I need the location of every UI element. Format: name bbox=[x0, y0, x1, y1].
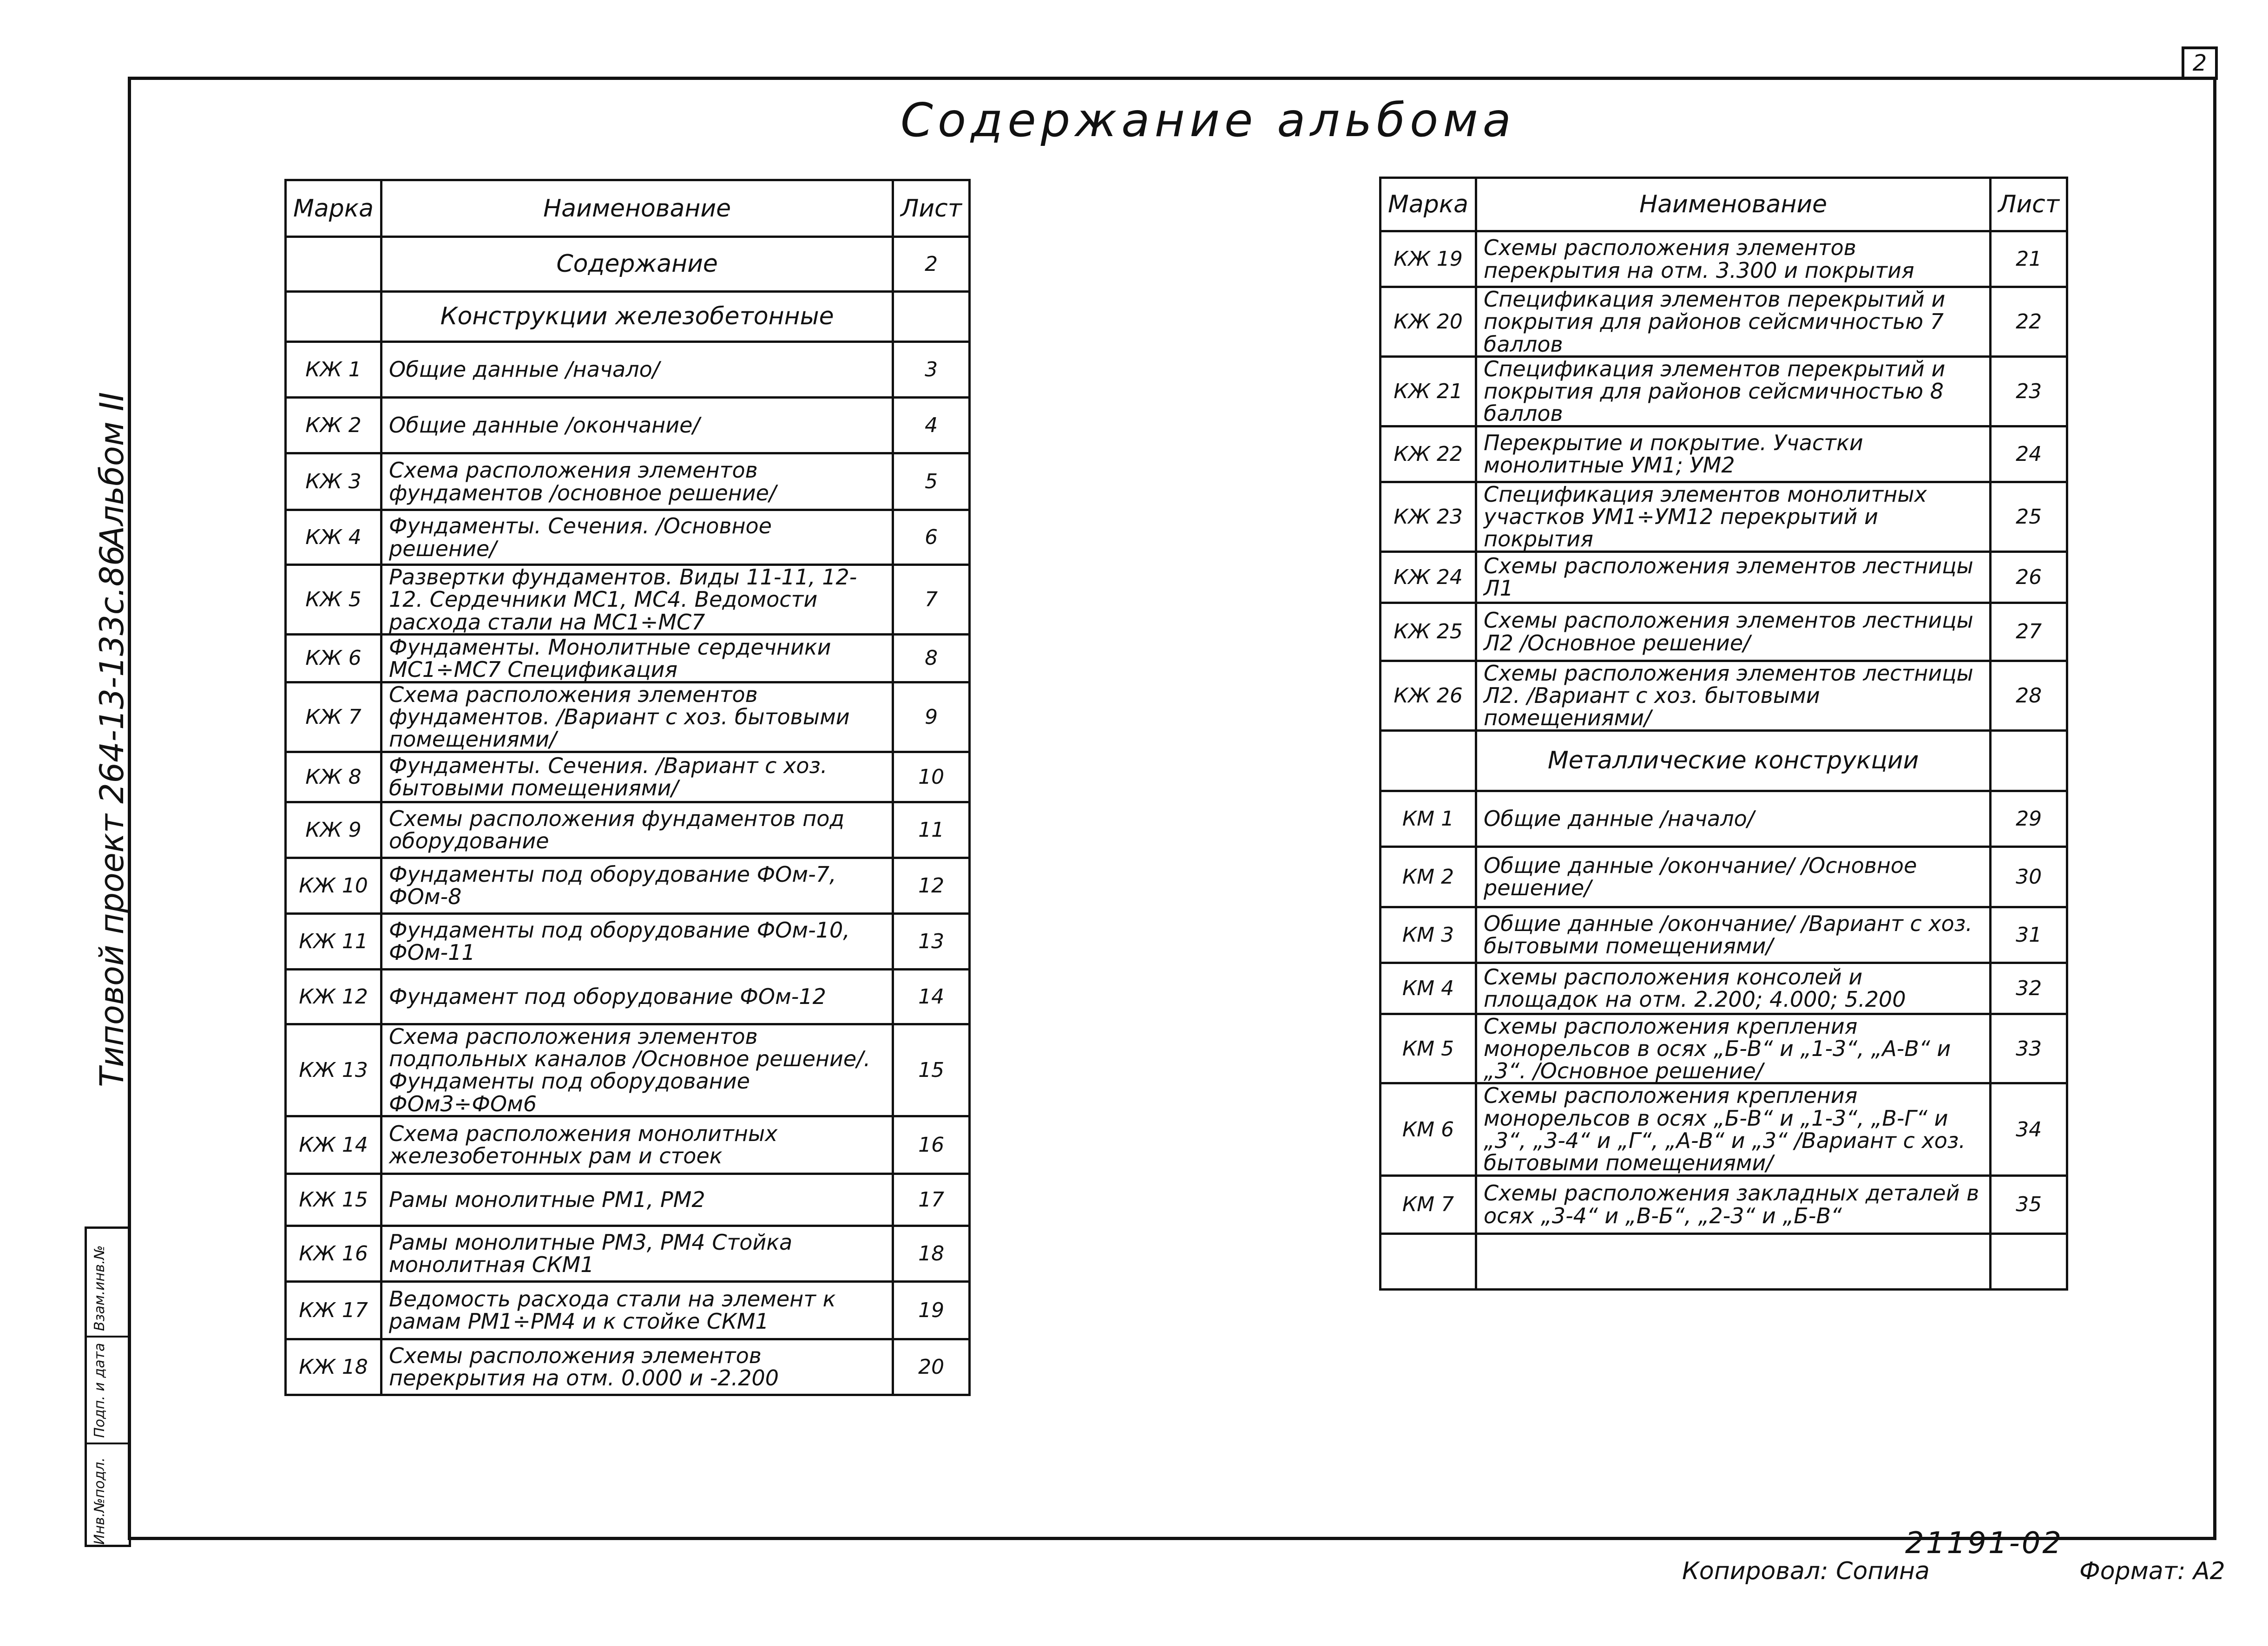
row-name bbox=[1476, 1233, 1991, 1289]
table-row bbox=[286, 1024, 970, 1116]
row-mark bbox=[286, 292, 381, 342]
row-name: Фундаменты. Сечения. /Вариант с хоз. бытовыми помещениями/ bbox=[381, 752, 893, 802]
row-mark: КМ 2 bbox=[1381, 846, 1476, 907]
row-sheet: 26 bbox=[1991, 551, 2067, 603]
row-name: Общие данные /окончание/ /Основное решение/ bbox=[1476, 846, 1991, 907]
table-row bbox=[286, 802, 970, 858]
sheet-format: Формат: А2 bbox=[2079, 1557, 2225, 1585]
row-mark: КМ 5 bbox=[1381, 1014, 1476, 1083]
row-name: Развертки фундаментов. Виды 11-11, 12-12. Сердечники МС1, МС4. Ведомости расхода стали на МС1÷МС7 bbox=[381, 565, 893, 635]
row-mark: КМ 4 bbox=[1381, 963, 1476, 1014]
row-mark: КЖ 12 bbox=[286, 969, 381, 1024]
section-row bbox=[286, 292, 970, 342]
row-name: Фундаменты. Монолитные сердечники МС1÷МС7 Спецификация bbox=[381, 634, 893, 682]
row-sheet: 16 bbox=[893, 1116, 970, 1174]
row-name: Рамы монолитные РМ1, РМ2 bbox=[381, 1174, 893, 1226]
row-name: Общие данные /начало/ bbox=[1476, 791, 1991, 846]
table-row bbox=[1381, 551, 2067, 603]
table-row bbox=[1381, 907, 2067, 963]
row-name: Спецификация элементов перекрытий и покрытия для районов сейсмичностью 8 баллов bbox=[1476, 356, 1991, 426]
row-name: Ведомость расхода стали на элемент к рамам РМ1÷РМ4 и к стойке СКМ1 bbox=[381, 1281, 893, 1339]
row-name: Схема расположения элементов фундаментов /основное решение/ bbox=[381, 453, 893, 510]
table-row bbox=[286, 752, 970, 802]
row-mark: КМ 6 bbox=[1381, 1083, 1476, 1175]
row-name: Схемы расположения крепления монорельсов в осях „Б-В“ и „1-3“, „В-Г“ и „3“, „3-4“ и „Г“, „А-В“ и „3“ /Вариант с хоз. бытовыми помещениями/ bbox=[1476, 1083, 1991, 1175]
row-mark: КЖ 15 bbox=[286, 1174, 381, 1226]
row-sheet: 32 bbox=[1991, 963, 2067, 1014]
table-row bbox=[286, 682, 970, 752]
row-name: Схемы расположения закладных деталей в осях „3-4“ и „В-Б“, „2-3“ и „Б-В“ bbox=[1476, 1175, 1991, 1233]
row-mark: КЖ 3 bbox=[286, 453, 381, 510]
row-sheet: 10 bbox=[893, 752, 970, 802]
table-row bbox=[286, 858, 970, 913]
row-name: Общие данные /окончание/ bbox=[381, 398, 893, 453]
table-row bbox=[1381, 1175, 2067, 1233]
row-name: Схемы расположения элементов перекрытия на отм. 0.000 и -2.200 bbox=[381, 1339, 893, 1395]
table-row bbox=[1381, 287, 2067, 357]
album-label: Альбом II bbox=[93, 392, 131, 548]
stamp-divider bbox=[87, 1336, 129, 1338]
table-row bbox=[286, 634, 970, 682]
row-mark: КЖ 10 bbox=[286, 858, 381, 913]
row-name: Схемы расположения элементов лестницы Л1 bbox=[1476, 551, 1991, 603]
stamp-sign: Подп. и дата bbox=[92, 1343, 108, 1438]
table-row bbox=[286, 565, 970, 635]
row-mark: КЖ 9 bbox=[286, 802, 381, 858]
col-sheet: Лист bbox=[1991, 178, 2067, 231]
table-row bbox=[1381, 846, 2067, 907]
row-sheet: 22 bbox=[1991, 287, 2067, 357]
row-mark: КЖ 8 bbox=[286, 752, 381, 802]
table-row bbox=[286, 398, 970, 453]
row-name: Схема расположения элементов подпольных каналов /Основное решение/. Фундаменты под оборудование ФОм3÷ФОм6 bbox=[381, 1024, 893, 1116]
row-sheet: 31 bbox=[1991, 907, 2067, 963]
table-row bbox=[286, 913, 970, 969]
row-mark: КЖ 6 bbox=[286, 634, 381, 682]
table-row bbox=[1381, 963, 2067, 1014]
stamp-replace: Взам.инв.№ bbox=[92, 1245, 108, 1331]
project-label: Типовой проект 264-13-133с.86 bbox=[93, 545, 131, 1087]
table-row bbox=[1381, 231, 2067, 287]
table-row bbox=[286, 1116, 970, 1174]
table-row bbox=[286, 1339, 970, 1395]
row-mark: КЖ 19 bbox=[1381, 231, 1476, 287]
table-row bbox=[286, 342, 970, 398]
col-mark: Марка bbox=[286, 180, 381, 237]
table-row bbox=[1381, 482, 2067, 551]
row-sheet: 13 bbox=[893, 913, 970, 969]
table-row bbox=[1381, 791, 2067, 846]
row-sheet: 27 bbox=[1991, 603, 2067, 661]
row-sheet: 15 bbox=[893, 1024, 970, 1116]
table-row bbox=[1381, 661, 2067, 730]
contents-table-right bbox=[1379, 177, 2068, 1291]
row-name: Спецификация элементов перекрытий и покрытия для районов сейсмичностью 7 баллов bbox=[1476, 287, 1991, 357]
row-mark: КМ 7 bbox=[1381, 1175, 1476, 1233]
table-row bbox=[1381, 1233, 2067, 1289]
table-row bbox=[1381, 356, 2067, 426]
row-mark: КЖ 26 bbox=[1381, 661, 1476, 730]
page-title: Содержание альбома bbox=[901, 93, 1516, 147]
table-row bbox=[286, 1174, 970, 1226]
row-sheet bbox=[1991, 1233, 2067, 1289]
row-mark: КЖ 7 bbox=[286, 682, 381, 752]
table-row bbox=[286, 453, 970, 510]
row-name: Общие данные /окончание/ /Вариант с хоз. бытовыми помещениями/ bbox=[1476, 907, 1991, 963]
table-row bbox=[1381, 426, 2067, 482]
row-sheet: 17 bbox=[893, 1174, 970, 1226]
table-row bbox=[286, 510, 970, 565]
row-mark: КЖ 2 bbox=[286, 398, 381, 453]
row-mark: КЖ 25 bbox=[1381, 603, 1476, 661]
row-sheet: 25 bbox=[1991, 482, 2067, 551]
row-name: Фундамент под оборудование ФОм-12 bbox=[381, 969, 893, 1024]
row-name: Схемы расположения элементов лестницы Л2 /Основное решение/ bbox=[1476, 603, 1991, 661]
table-row bbox=[286, 1226, 970, 1281]
stamp-inv: Инв.№подл. bbox=[92, 1457, 108, 1545]
row-mark: КЖ 5 bbox=[286, 565, 381, 635]
row-name: Фундаменты под оборудование ФОм-10, ФОм-11 bbox=[381, 913, 893, 969]
col-name: Наименование bbox=[381, 180, 893, 237]
row-sheet: 12 bbox=[893, 858, 970, 913]
row-name: Схемы расположения элементов лестницы Л2. /Вариант с хоз. бытовыми помещениями/ bbox=[1476, 661, 1991, 730]
section-row bbox=[1381, 730, 2067, 791]
table-row bbox=[1381, 1014, 2067, 1083]
row-mark: КЖ 17 bbox=[286, 1281, 381, 1339]
col-name: Наименование bbox=[1476, 178, 1991, 231]
row-sheet: 35 bbox=[1991, 1175, 2067, 1233]
row-name: Спецификация элементов монолитных участков УМ1÷УМ12 перекрытий и покрытия bbox=[1476, 482, 1991, 551]
row-name: Содержание bbox=[381, 237, 893, 292]
row-mark bbox=[286, 237, 381, 292]
row-sheet: 3 bbox=[893, 342, 970, 398]
row-sheet: 21 bbox=[1991, 231, 2067, 287]
contents-table-left bbox=[284, 179, 971, 1396]
row-sheet: 28 bbox=[1991, 661, 2067, 730]
row-sheet: 2 bbox=[893, 237, 970, 292]
row-name: Перекрытие и покрытие. Участки монолитные УМ1; УМ2 bbox=[1476, 426, 1991, 482]
row-sheet: 19 bbox=[893, 1281, 970, 1339]
row-sheet: 9 bbox=[893, 682, 970, 752]
row-mark: КЖ 23 bbox=[1381, 482, 1476, 551]
row-mark bbox=[1381, 730, 1476, 791]
row-name: Конструкции железобетонные bbox=[381, 292, 893, 342]
row-mark: КЖ 22 bbox=[1381, 426, 1476, 482]
row-name: Схемы расположения консолей и площадок на отм. 2.200; 4.000; 5.200 bbox=[1476, 963, 1991, 1014]
table-row bbox=[286, 1281, 970, 1339]
row-sheet bbox=[1991, 730, 2067, 791]
row-mark: КЖ 11 bbox=[286, 913, 381, 969]
row-sheet: 20 bbox=[893, 1339, 970, 1395]
row-mark: КМ 3 bbox=[1381, 907, 1476, 963]
row-sheet: 11 bbox=[893, 802, 970, 858]
row-name: Схемы расположения элементов перекрытия на отм. 3.300 и покрытия bbox=[1476, 231, 1991, 287]
row-sheet: 33 bbox=[1991, 1014, 2067, 1083]
row-sheet: 14 bbox=[893, 969, 970, 1024]
table-row bbox=[1381, 603, 2067, 661]
row-name: Схема расположения элементов фундаментов. /Вариант с хоз. бытовыми помещениями/ bbox=[381, 682, 893, 752]
row-mark: КЖ 21 bbox=[1381, 356, 1476, 426]
row-name: Рамы монолитные РМ3, РМ4 Стойка монолитная СКМ1 bbox=[381, 1226, 893, 1281]
row-sheet: 24 bbox=[1991, 426, 2067, 482]
row-name: Фундаменты. Сечения. /Основное решение/ bbox=[381, 510, 893, 565]
row-mark: КЖ 1 bbox=[286, 342, 381, 398]
row-name: Схема расположения монолитных железобетонных рам и стоек bbox=[381, 1116, 893, 1174]
approval-stamp bbox=[85, 1226, 131, 1547]
row-mark: КЖ 20 bbox=[1381, 287, 1476, 357]
col-sheet: Лист bbox=[893, 180, 970, 237]
row-sheet: 23 bbox=[1991, 356, 2067, 426]
table-row bbox=[1381, 1083, 2067, 1175]
col-mark: Марка bbox=[1381, 178, 1476, 231]
row-sheet: 29 bbox=[1991, 791, 2067, 846]
row-sheet: 8 bbox=[893, 634, 970, 682]
row-sheet: 30 bbox=[1991, 846, 2067, 907]
row-name: Общие данные /начало/ bbox=[381, 342, 893, 398]
row-mark: КЖ 14 bbox=[286, 1116, 381, 1174]
doc-number: 21191-02 bbox=[1905, 1526, 2064, 1561]
row-sheet: 6 bbox=[893, 510, 970, 565]
table-row bbox=[286, 969, 970, 1024]
row-mark: КЖ 18 bbox=[286, 1339, 381, 1395]
row-sheet: 7 bbox=[893, 565, 970, 635]
copied-by: Копировал: Сопина bbox=[1682, 1557, 1930, 1585]
row-mark: КЖ 13 bbox=[286, 1024, 381, 1116]
row-name: Схемы расположения крепления монорельсов в осях „Б-В“ и „1-3“, „А-В“ и „3“. /Основное решение/ bbox=[1476, 1014, 1991, 1083]
stamp-divider bbox=[87, 1443, 129, 1444]
row-mark: КМ 1 bbox=[1381, 791, 1476, 846]
row-sheet: 4 bbox=[893, 398, 970, 453]
row-mark: КЖ 16 bbox=[286, 1226, 381, 1281]
row-name: Металлические конструкции bbox=[1476, 730, 1991, 791]
row-mark: КЖ 4 bbox=[286, 510, 381, 565]
row-name: Схемы расположения фундаментов под оборудование bbox=[381, 802, 893, 858]
row-sheet: 5 bbox=[893, 453, 970, 510]
section-row bbox=[286, 237, 970, 292]
row-mark bbox=[1381, 1233, 1476, 1289]
row-sheet bbox=[893, 292, 970, 342]
row-name: Фундаменты под оборудование ФОм-7, ФОм-8 bbox=[381, 858, 893, 913]
row-sheet: 34 bbox=[1991, 1083, 2067, 1175]
page-number: 2 bbox=[2182, 46, 2218, 80]
row-sheet: 18 bbox=[893, 1226, 970, 1281]
row-mark: КЖ 24 bbox=[1381, 551, 1476, 603]
